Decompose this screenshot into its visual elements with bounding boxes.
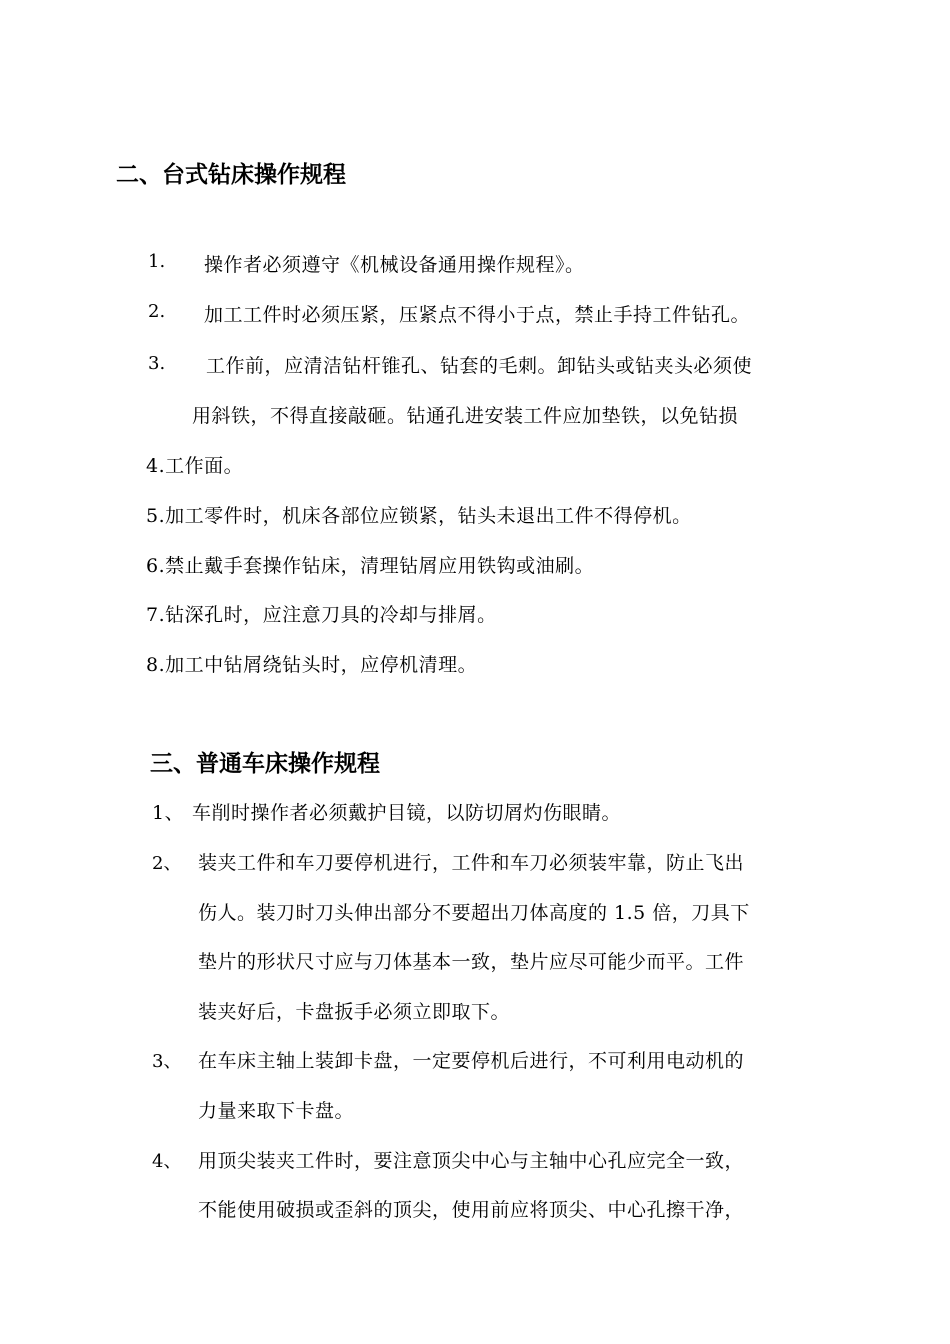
section-3-title: 三、普通车床操作规程 [150, 751, 380, 777]
s3-item-2-line-4: 装夹好后，卡盘扳手必须立即取下。 [198, 1001, 511, 1023]
item-3-text: 工作前，应清洁钻杆锥孔、钻套的毛刺。卸钻头或钻夹头必须使 [206, 355, 753, 377]
s3-item-3-number: 3、 [152, 1051, 182, 1072]
section-2-title: 二、台式钻床操作规程 [116, 162, 346, 188]
item-1-number: 1. [148, 251, 166, 272]
item-1-text: 操作者必须遵守《机械设备通用操作规程》。 [204, 254, 585, 276]
s3-item-4-line-2: 不能使用破损或歪斜的顶尖，使用前应将顶尖、中心孔擦干净， [198, 1199, 745, 1221]
item-4-text: 4.工作面。 [146, 455, 244, 477]
item-3-number: 3. [148, 353, 166, 374]
item-8-text: 8.加工中钻屑绕钻头时，应停机清理。 [146, 654, 478, 676]
item-7-text: 7.钻深孔时，应注意刀具的冷却与排屑。 [146, 604, 497, 626]
item-2-number: 2. [148, 301, 166, 322]
item-5-text: 5.加工零件时，机床各部位应锁紧，钻头未退出工件不得停机。 [146, 505, 692, 527]
s3-item-1-line-1: 车削时操作者必须戴护目镜，以防切屑灼伤眼睛。 [192, 802, 622, 824]
s3-item-3-line-1: 在车床主轴上装卸卡盘，一定要停机后进行，不可利用电动机的 [198, 1050, 745, 1072]
s3-item-4-line-1: 用顶尖装夹工件时，要注意顶尖中心与主轴中心孔应完全一致， [198, 1150, 745, 1172]
item-2-text: 加工工件时必须压紧，压紧点不得小于点，禁止手持工件钻孔。 [204, 304, 751, 326]
item-3-continuation: 用斜铁，不得直接敲砸。钻通孔进安装工件应加垫铁，以免钻损 [192, 405, 739, 427]
s3-item-2-line-1: 装夹工件和车刀要停机进行，工件和车刀必须装牢靠，防止飞出 [198, 852, 745, 874]
s3-item-2-line-3: 垫片的形状尺寸应与刀体基本一致，垫片应尽可能少而平。工件 [198, 951, 745, 973]
s3-item-2-number: 2、 [152, 853, 182, 874]
s3-item-1-number: 1、 [152, 802, 185, 824]
s3-item-2-line-2: 伤人。装刀时刀头伸出部分不要超出刀体高度的 1.5 倍，刀具下 [198, 902, 750, 924]
item-6-text: 6.禁止戴手套操作钻床，清理钻屑应用铁钩或油刷。 [146, 555, 595, 577]
s3-item-3-line-2: 力量来取下卡盘。 [198, 1100, 355, 1122]
s3-item-4-number: 4、 [152, 1151, 182, 1172]
